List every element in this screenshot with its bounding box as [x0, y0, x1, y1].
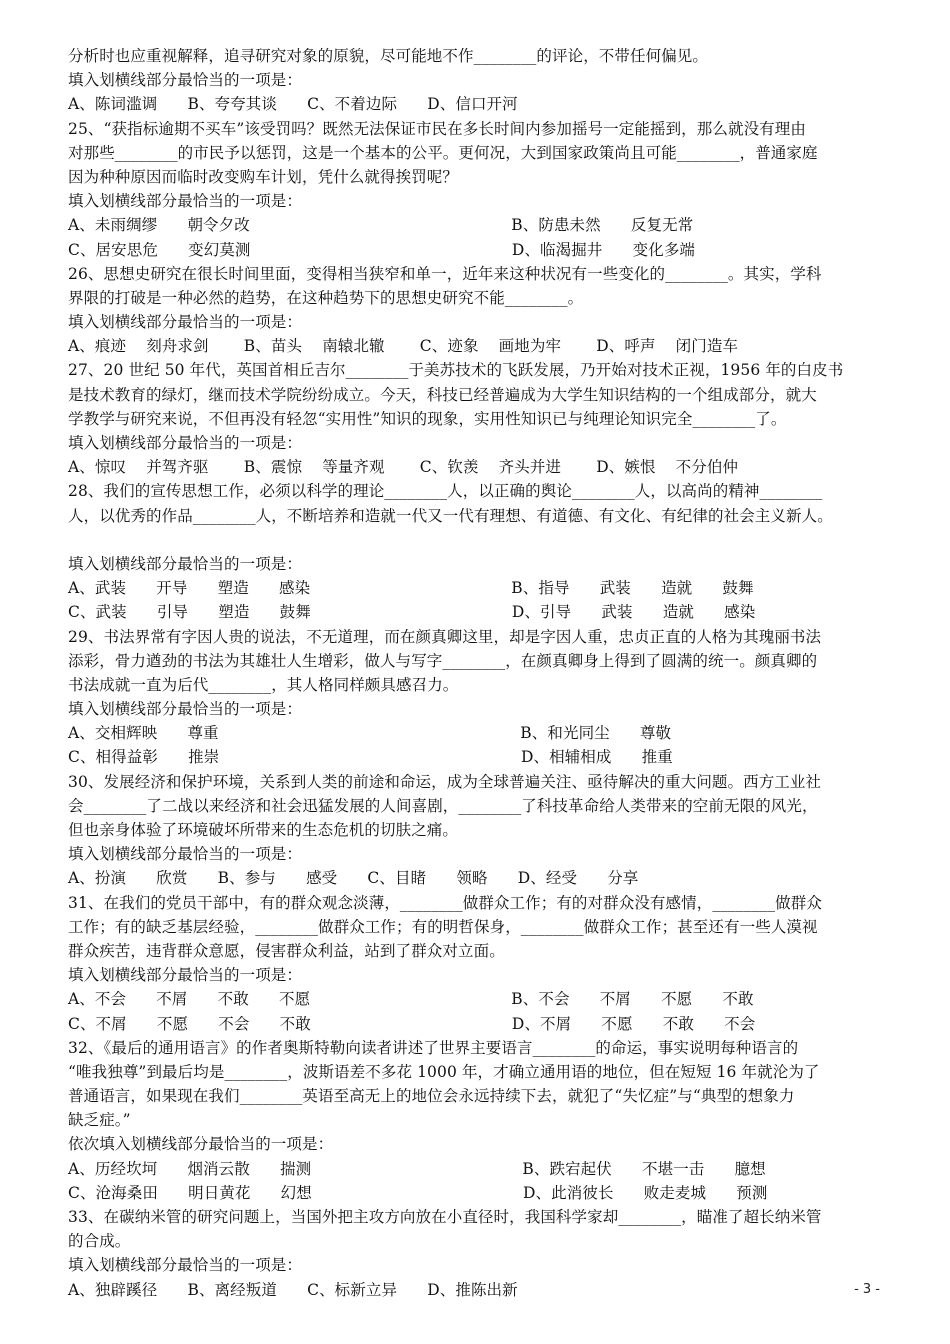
text-line: C、武装 引导 塑造 鼓舞 D、引导 武装 造就 感染: [68, 603, 756, 622]
page-number: - 3 -: [854, 1282, 880, 1297]
text-line: 29、书法界常有字因人贵的说法，不无道理，而在颜真卿这里，却是字因人重，忠贞正直的人格为其瑰丽书法: [68, 627, 822, 646]
text-line: 人，以优秀的作品________人，不断培养和造就一代又一代有理想、有道德、有文化、有纪律的社会主义新人。: [68, 506, 833, 525]
text-line: 填入划横线部分最恰当的一项是：: [68, 700, 303, 719]
text-line: 会________了二战以来经济和社会迅猛发展的人间喜剧，________了科技革命给人类带来的空前无限的风光，: [68, 796, 818, 815]
text-line: 填入划横线部分最恰当的一项是：: [68, 1256, 303, 1275]
text-line: A、历经坎坷 烟消云散 揣测 B、跌宕起伏 不堪一击 臆想: [68, 1159, 766, 1178]
text-line: 25、“获指标逾期不买车”该受罚吗？既然无法保证市民在多长时间内参加摇号一定能摇到，那么就没有理由: [68, 119, 806, 138]
text-line: 因为种种原因而临时改变购车计划，凭什么就得挨罚呢？: [68, 167, 459, 186]
text-line: 是技术教育的绿灯，继而技术学院纷纷成立。今天，科技已经普遍成为大学生知识结构的一个组成部分，就大: [68, 385, 817, 404]
text-line: 33、在碳纳米管的研究问题上，当国外把主攻方向放在小直径时，我国科学家却________，瞄准了超长纳米管: [68, 1208, 822, 1226]
text-line: 依次填入划横线部分最恰当的一项是：: [68, 1135, 334, 1154]
text-line: A、未雨绸缪 朝令夕改 B、防患未然 反复无常: [68, 216, 694, 235]
text-line: C、相得益彰 推崇 D、相辅相成 推重: [68, 748, 673, 767]
text-line: 填入划横线部分最恰当的一项是：: [68, 966, 303, 985]
text-line: 填入划横线部分最恰当的一项是：: [68, 313, 303, 332]
text-line: 工作；有的缺乏基层经验，________做群众工作；有的明哲保身，________做群众工作；甚至还有一些人漠视: [68, 917, 818, 936]
text-line: A、惊叹 并驾齐驱 B、震惊 等量齐观 C、钦羡 齐头并进 D、嫉恨 不分伯仲: [68, 458, 739, 477]
text-line: A、独辟蹊径 B、离经叛道 C、标新立异 D、推陈出新: [68, 1280, 518, 1299]
text-line: 32、《最后的通用语言》的作者奥斯特勒向读者讲述了世界主要语言________的命运，事实说明每种语言的: [68, 1038, 799, 1057]
blank-line: [68, 528, 888, 552]
text-line: A、陈词滥调 B、夸夸其谈 C、不着边际 D、信口开河: [68, 95, 518, 114]
text-line: 学教学与研究来说，不但再没有轻忽“实用性”知识的现象，实用性知识已与纯理论知识完全________了。: [68, 409, 787, 428]
text-line: 27、20 世纪 50 年代，英国首相丘吉尔________于美苏技术的飞跃发展，乃开始对技术正视，1956 年的白皮书: [68, 361, 844, 380]
text-line: 30、发展经济和保护环境，关系到人类的前途和命运，成为全球普遍关注、亟待解决的重大问题。西方工业社: [68, 772, 822, 791]
text-line: 填入划横线部分最恰当的一项是：: [68, 192, 303, 211]
text-line: 对那些________的市民予以惩罚，这是一个基本的公平。更何况，大到国家政策尚且可能________，普通家庭: [68, 143, 818, 162]
text-line: 添彩，骨力遒劲的书法为其雄壮人生增彩，做人与写字________，在颜真卿身上得到了圆满的统一。颜真卿的: [68, 651, 818, 670]
text-line: 但也亲身体验了环境破坏所带来的生态危机的切肤之痛。: [68, 821, 459, 839]
text-line: 书法成就一直为后代________，其人格同样颇具感召力。: [68, 675, 459, 694]
text-line: 群众疾苦，违背群众意愿，侵害群众利益，站到了群众对立面。: [68, 941, 505, 960]
text-line: 填入划横线部分最恰当的一项是：: [68, 434, 303, 452]
text-line: “唯我独尊”到最后均是________，波斯语差不多花 1000 年，才确立通用语的地位，但在短短 16 年就沦为了: [68, 1062, 820, 1081]
text-line: 填入划横线部分最恰当的一项是：: [68, 845, 303, 864]
text-line: 分析时也应重视解释，追寻研究对象的原貌，尽可能地不作________的评论，不带任何偏见。: [68, 47, 709, 65]
text-line: 缺乏症。”: [68, 1111, 131, 1130]
document-body: [68, 44, 888, 1302]
text-line: A、痕迹 刻舟求剑 B、苗头 南辕北辙 C、迹象 画地为牢 D、呼声 闭门造车: [68, 337, 739, 356]
text-line: A、不会 不屑 不敢 不愿 B、不会 不屑 不愿 不敢: [68, 990, 754, 1009]
text-line: A、武装 开导 塑造 感染 B、指导 武装 造就 鼓舞: [68, 579, 754, 598]
text-line: 界限的打破是一种必然的趋势，在这种趋势下的思想史研究不能________。: [68, 288, 584, 307]
text-line: C、居安思危 变幻莫测 D、临渴掘井 变化多端: [68, 240, 696, 259]
text-line: 填入划横线部分最恰当的一项是：: [68, 554, 303, 573]
text-line: C、沧海桑田 明日黄花 幻想 D、此消彼长 败走麦城 预测: [68, 1183, 768, 1202]
text-line: 普通语言，如果现在我们________英语至高无上的地位会永远持续下去，就犯了“失忆症”与“典型的想象力: [68, 1087, 795, 1106]
text-line: 的合成。: [68, 1232, 131, 1251]
text-line: A、扮演 欣赏 B、参与 感受 C、目睹 领略 D、经受 分享: [68, 869, 639, 888]
text-line: 28、我们的宣传思想工作，必须以科学的理论________人，以正确的舆论________人，以高尚的精神________: [68, 482, 823, 501]
text-line: C、不屑 不愿 不会 不敢 D、不屑 不愿 不敢 不会: [68, 1014, 756, 1033]
text-line: 26、思想史研究在很长时间里面，变得相当狭窄和单一，近年来这种状况有一些变化的________。其实，学科: [68, 264, 822, 283]
text-line: 填入划横线部分最恰当的一项是：: [68, 71, 303, 90]
text-line: 31、在我们的党员干部中，有的群众观念淡薄，________做群众工作；有的对群众没有感情，________做群众: [68, 893, 822, 912]
text-line: A、交相辉映 尊重 B、和光同尘 尊敬: [68, 724, 672, 743]
